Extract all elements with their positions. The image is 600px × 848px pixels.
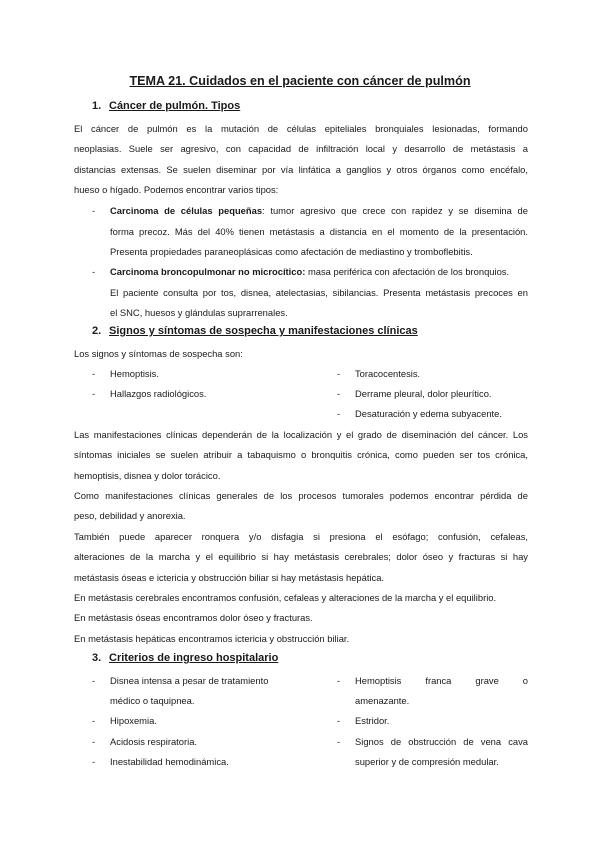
section-1-title: Cáncer de pulmón. Tipos <box>109 100 241 112</box>
type2-line <box>110 266 509 277</box>
section-1-number: 1. <box>92 100 102 112</box>
bullet-dash: - <box>337 388 341 399</box>
section-3-title: Criterios de ingreso hospitalario <box>109 652 279 664</box>
bullet-dash: - <box>92 715 96 726</box>
bullet-dash: - <box>92 736 96 747</box>
list-item: Estridor. <box>355 715 390 726</box>
bullet-dash: - <box>92 205 96 216</box>
bullet-dash: - <box>337 368 341 379</box>
s2-paragraph-line: síntomas iniciales se suelen atribuir a tabaquismo o bronquitis crónica, como pueden ser tos crónica, <box>74 449 528 460</box>
list-item: Hipoxemia. <box>110 715 157 726</box>
section-2-title: Signos y síntomas de sospecha y manifestaciones clínicas <box>109 325 418 337</box>
type1-line <box>110 205 528 216</box>
type1-rest: : tumor agresivo que crece con rapidez y se disemina de <box>262 205 528 216</box>
list-item: superior y de compresión medular. <box>355 756 499 767</box>
bullet-dash: - <box>337 675 341 686</box>
bullet-dash: - <box>92 756 96 767</box>
bullet-dash: - <box>337 736 341 747</box>
s1-paragraph-line: hueso o hígado. Podemos encontrar varios tipos: <box>74 184 279 195</box>
list-item: Hemoptisis franca grave o <box>355 675 528 686</box>
type1-name: Carcinoma de células pequeñas <box>110 205 263 216</box>
list-item: Hallazgos radiológicos. <box>110 388 207 399</box>
list-item: Desaturación y edema subyacente. <box>355 408 502 419</box>
list-item: Hemoptisis. <box>110 368 159 379</box>
list-item: Toracocentesis. <box>355 368 421 379</box>
bullet-dash: - <box>92 675 96 686</box>
s1-paragraph-line: neoplasias. Suele ser agresivo, con capacidad de infiltración local y desarrollo de metástasis a <box>74 143 528 154</box>
s2-paragraph-line: peso, debilidad y anorexia. <box>74 510 186 521</box>
s2-paragraph-line: En metástasis óseas encontramos dolor óseo y fracturas. <box>74 612 313 623</box>
type2-rest: masa periférica con afectación de los bronquios. <box>305 266 510 277</box>
s1-paragraph-line: El cáncer de pulmón es la mutación de células epiteliales bronquiales lesionadas, formando <box>74 123 528 134</box>
s2-intro: Los signos y síntomas de sospecha son: <box>74 348 243 359</box>
list-item: Inestabilidad hemodinámica. <box>110 756 229 767</box>
bullet-dash: - <box>92 368 96 379</box>
type1-line: Presenta propiedades paraneoplásicas como afectación de mediastino y tromboflebitis. <box>110 246 473 257</box>
list-item: Disnea intensa a pesar de tratamiento <box>110 675 269 686</box>
type2-line: el SNC, huesos y glándulas suprarrenales. <box>110 307 288 318</box>
bullet-dash: - <box>92 388 96 399</box>
type1-line: forma precoz. Más del 40% tienen metástasis a distancia en el momento de la presentación. <box>110 226 528 237</box>
s2-paragraph-line: hemoptisis, disnea y dolor torácico. <box>74 470 221 481</box>
bullet-dash: - <box>337 408 341 419</box>
s1-paragraph-line: distancias extensas. Se suelen diseminar por vía linfática a ganglios y otros órganos como encéfalo, <box>74 164 528 175</box>
list-item: médico o taquipnea. <box>110 695 195 706</box>
list-item: amenazante. <box>355 695 410 706</box>
s2-paragraph-line: En metástasis cerebrales encontramos confusión, cefaleas y alteraciones de la marcha y el equilibrio. <box>74 592 497 603</box>
section-2-number: 2. <box>92 325 102 337</box>
bullet-dash: - <box>337 715 341 726</box>
s2-paragraph-line: Como manifestaciones clínicas generales de los procesos tumorales podemos encontrar pérdida de <box>74 490 528 501</box>
s2-paragraph-line: En metástasis hepáticas encontramos ictericia y obstrucción biliar. <box>74 633 350 644</box>
page-title: TEMA 21. Cuidados en el paciente con cáncer de pulmón <box>129 74 471 88</box>
s2-paragraph-line: Las manifestaciones clínicas dependerán de la localización y el grado de diseminación del cáncer. Los <box>74 429 528 440</box>
list-item: Acidosis respiratoria. <box>110 736 198 747</box>
list-item: Signos de obstrucción de vena cava <box>355 736 528 747</box>
s2-paragraph-line: También puede aparecer ronquera y/o disfagia si presiona el esófago; confusión, cefaleas, <box>74 531 528 542</box>
list-item: Derrame pleural, dolor pleurítico. <box>355 388 492 399</box>
bullet-dash: - <box>92 266 96 277</box>
type2-line: El paciente consulta por tos, disnea, atelectasias, sibilancias. Presenta metástasis precoces en <box>110 287 528 298</box>
section-3-number: 3. <box>92 652 102 664</box>
type2-name: Carcinoma broncopulmonar no microcítico: <box>110 266 306 277</box>
s2-paragraph-line: metástasis óseas e ictericia y obstrucción biliar si hay metástasis hepática. <box>74 572 385 583</box>
s2-paragraph-line: alteraciones de la marcha y el equilibrio si hay metástasis cerebrales; dolor óseo y fracturas si hay <box>74 551 528 562</box>
